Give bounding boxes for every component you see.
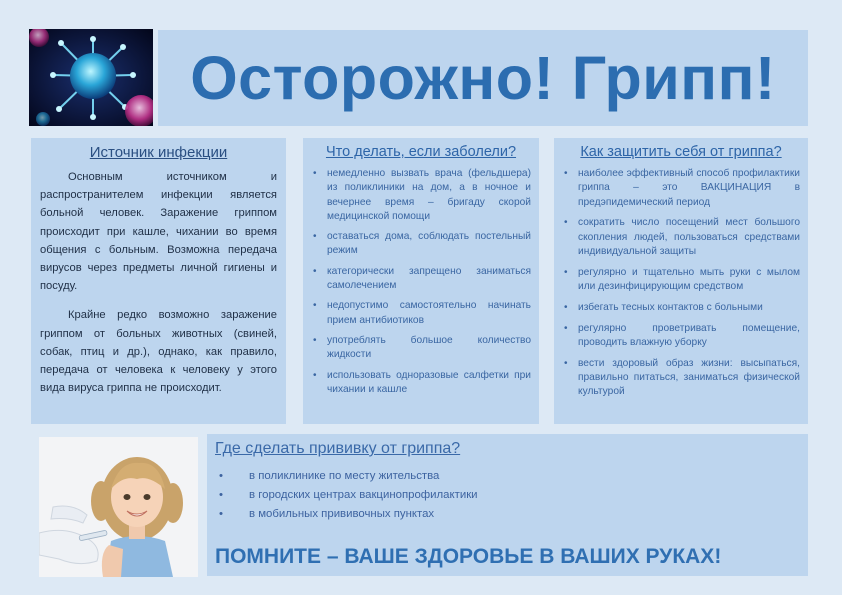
bullet-icon: •: [564, 301, 568, 313]
protection-heading: Как защитить себя от гриппа?: [580, 144, 782, 160]
bullet-icon: •: [219, 508, 223, 520]
protection-list: [562, 167, 800, 400]
protection-section: [554, 138, 808, 424]
list-item: • сократить число посещений мест большого скопления людей, пользоваться средствами индивидуальной защиты: [564, 217, 800, 257]
list-item: • оставаться дома, соблюдать постельный режим: [313, 231, 531, 257]
bullet-icon: •: [313, 265, 317, 277]
vaccination-heading: Где сделать прививку от гриппа?: [215, 440, 461, 457]
vaccination-section: [207, 434, 808, 576]
remember-slogan: ПОМНИТЕ – ВАШЕ ЗДОРОВЬЕ В ВАШИХ РУКАХ!: [215, 545, 722, 568]
list-item: • в мобильных прививочных пунктах: [215, 505, 800, 524]
bullet-icon: •: [313, 334, 317, 346]
title-banner: [158, 30, 808, 126]
list-item: • регулярно и тщательно мыть руки с мылом или дезинфицирующим средством: [564, 266, 800, 293]
vaccination-places-list: [215, 467, 800, 524]
if-sick-heading: Что делать, если заболели?: [325, 144, 517, 160]
bullet-icon: •: [564, 168, 568, 179]
bullet-icon: •: [564, 357, 568, 369]
bullet-icon: •: [564, 217, 568, 229]
list-item: • использовать одноразовые салфетки при чихании и кашле: [313, 369, 531, 395]
bullet-icon: •: [564, 322, 568, 334]
bullet-icon: •: [313, 168, 317, 179]
list-item: • вести здоровый образ жизни: высыпаться, правильно питаться, заниматься физической культурой: [564, 357, 800, 398]
virus-image: [29, 29, 153, 126]
list-item: • избегать тесных контактов с больными: [562, 301, 800, 315]
list-item: • употреблять большое количество жидкости: [313, 334, 531, 361]
infection-source-paragraph: Основным источником и распространителем инфекции является больной человек. Заражение гриппом происходит при кашле, чихании во время общения с больным. Возможна передача вирусов через предметы личной гигиены и посуду.: [40, 171, 277, 293]
list-item: • в поликлинике по месту жительства: [215, 467, 800, 486]
infection-source-heading: Источник инфекции: [89, 144, 228, 161]
bullet-icon: •: [313, 300, 317, 312]
infection-source-section: [31, 138, 286, 424]
virus-illustration: [29, 29, 153, 126]
bullet-icon: •: [313, 231, 317, 243]
list-item: • недопустимо самостоятельно начинать прием антибиотиков: [313, 300, 531, 326]
bullet-icon: •: [219, 470, 223, 482]
list-item: • категорически запрещено заниматься самолечением: [313, 265, 531, 292]
bullet-icon: •: [564, 266, 568, 278]
page-title: Осторожно! Грипп!: [190, 43, 776, 112]
bullet-icon: •: [313, 369, 317, 381]
if-sick-section: [303, 138, 539, 424]
list-item: • наиболее эффективный способ профилактики гриппа – это ВАКЦИНАЦИЯ в предэпидемический период: [564, 168, 800, 208]
list-item: • в городских центрах вакцинопрофилактики: [215, 486, 800, 505]
list-item: • немедленно вызвать врача (фельдшера) из поликлиники на дом, а в ночное и вечернее время – бригаду скорой медицинской помощи: [313, 168, 531, 222]
if-sick-list: [311, 167, 531, 397]
list-item: • регулярно проветривать помещение, проводить влажную уборку: [564, 322, 800, 348]
vaccination-photo: [39, 437, 198, 577]
bullet-icon: •: [219, 489, 223, 501]
girl-illustration: [39, 437, 198, 577]
infection-source-paragraph: Крайне редко возможно заражение гриппом от больных животных (свиней, собак, птиц и др.), однако, как правило, передача от человека к человеку у этого вида вируса гриппа не происходит.: [40, 309, 277, 395]
